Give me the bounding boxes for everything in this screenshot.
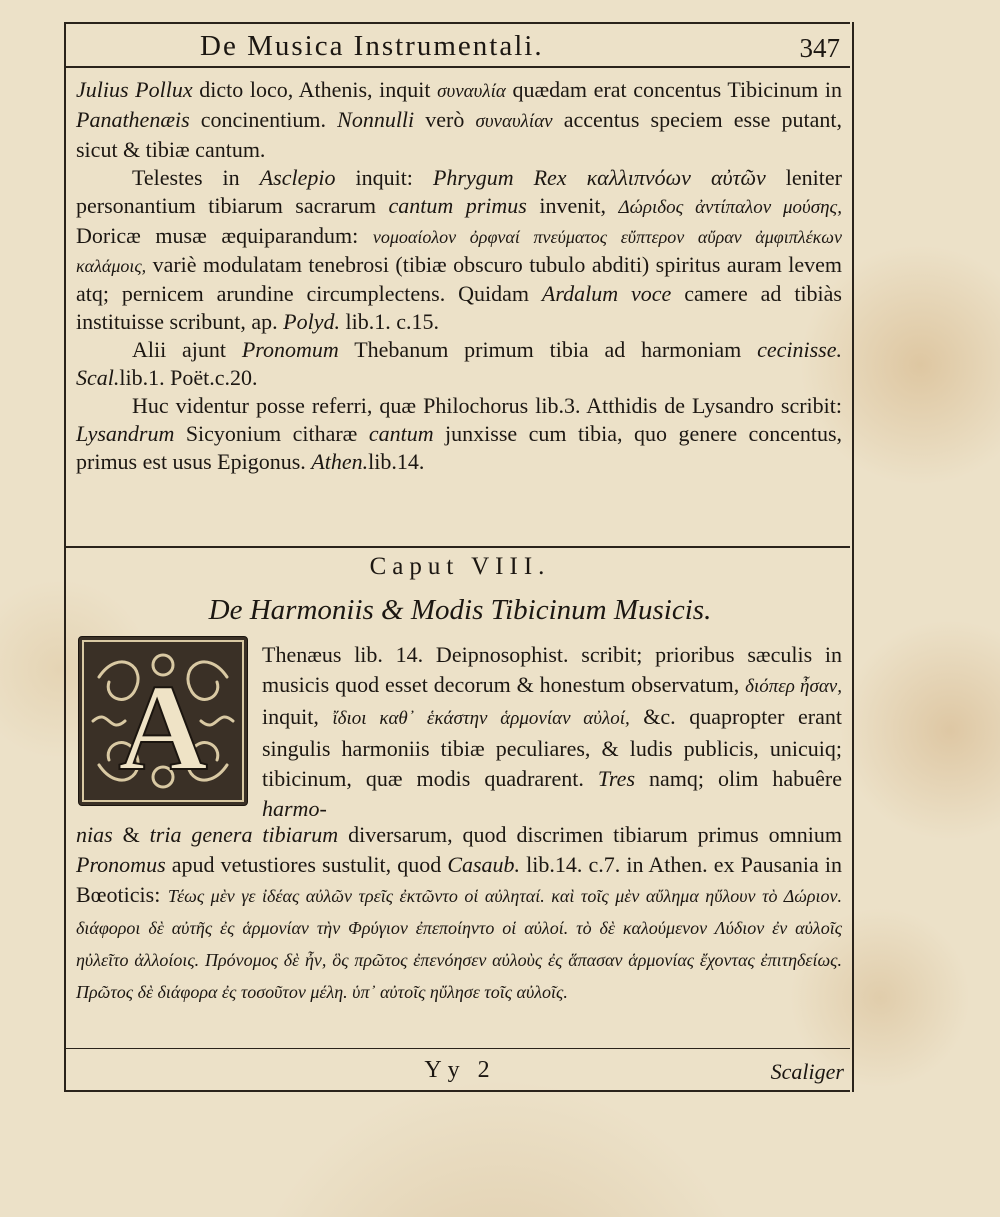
greek-passage: Τέως μὲν γε ἰδέας αὐλῶν τρεῖς ἐκτῶντο οἱ αὐληταί. καὶ τοῖς μὲν αὔλημα ηὔλουν τὸ Δώριον. διάφοροι δὲ αὐτῆς ἐς ἁρμονίαν τὴν Φρύγιον ἐπεποίηντο οἱ αὐλοί. τὸ δὲ καλούμενον Λύδιον ἐν αὐλοῖς ηὐλεῖτο ἀλλοίοις. Πρόνομος δὲ ἦν, ὃς πρῶτος ἐπενόησεν αὐλοὺς ἐς ἅπασαν ἁρμονίας ἔχοντας ἐπιτηδείως. Πρῶτος δὲ διάφορα ἐς τοσοῦτον μέλη. ὑπ᾽ αὐτοῖς ηὔλησε τοῖς αὐλοῖς.: [76, 886, 842, 1002]
greek-quote: διόπερ ἦσαν,: [745, 676, 842, 697]
signature-mark: Yy 2: [424, 1057, 496, 1083]
text: variè modulatam tenebrosi (tibiæ obscuro tubulo abditi) spiritus auram levem atq; pernicem arundine circumplectens. Quidam: [76, 252, 842, 306]
italic-term: tria genera tibiarum: [149, 822, 339, 847]
text: dicto loco, Athenis, inquit: [192, 77, 438, 102]
bottom-rule: [64, 1090, 850, 1092]
text: diversarum, quod discrimen tibiarum primus omnium: [338, 822, 842, 847]
page-number: 347: [799, 33, 840, 63]
greek-quote: νομοαίολον ὀρφναί πνεύματος εὔπτερον αὔραν ἀμφιπλέκων καλάμοις,: [76, 227, 842, 276]
chapter-rule: [64, 546, 850, 548]
text: lib.1. c.15.: [339, 309, 439, 334]
paragraph-pollux: [76, 76, 842, 164]
text: lib.14. c.7. in Athen. ex Pausania in Bœoticis:: [76, 852, 843, 907]
text: namq; olim habuêre: [635, 766, 842, 791]
greek-quote: ἴδιοι καθ᾽ ἑκάστην ἁρμονίαν αὐλοί,: [332, 708, 630, 729]
text: Thebanum primum tibia ad harmoniam: [338, 337, 758, 362]
author-name: Julius Pollux: [76, 77, 193, 102]
italic-term: Lysandrum: [76, 421, 175, 446]
chapter-continuation: [76, 820, 842, 1008]
text: Thenæus lib. 14. Deipnosophist. scribit; prioribus sæculis in musicis quod esset decorum & honestum observatum,: [262, 642, 842, 697]
text: camere ad tibiàs instituisse scribunt, ap.: [76, 281, 842, 334]
text: apud vetustiores sustulit, quod: [165, 852, 448, 877]
paragraph-philochorus: [76, 392, 842, 476]
text: accentus speciem esse putant, sicut & tibiæ cantum.: [76, 107, 842, 162]
text: &c. quapropter erant singulis harmoniis tibiæ peculiares, & ludis publicis, unicuiq; tibicinum, quæ modis quadrarent.: [262, 704, 842, 791]
footer-rule-top: [64, 1048, 850, 1049]
greek-term: συναυλίαν: [475, 111, 553, 132]
text: Doricæ musæ æquiparandum:: [76, 223, 373, 248]
text: Alii ajunt: [132, 337, 242, 362]
text: inquit,: [262, 704, 333, 729]
greek-term: συναυλία: [437, 81, 506, 102]
catchword: Scaliger: [770, 1059, 844, 1084]
section-one: [76, 76, 842, 476]
text: Telestes in: [132, 165, 260, 190]
italic-term: harmo-: [262, 796, 327, 821]
chapter-opening: [262, 640, 842, 824]
chapter-title: Caput VIII.: [369, 553, 551, 580]
text: concinentium.: [189, 107, 338, 132]
italic-term: Panathenæis: [76, 107, 190, 132]
italic-term: Pronomus: [76, 852, 166, 877]
italic-term: cantum: [368, 421, 434, 446]
text: Huc videntur posse referri, quæ Philochorus lib.3. Atthidis de Lysandro scribit:: [132, 393, 842, 418]
italic-term: cantum primus: [388, 193, 527, 218]
text: verò: [414, 107, 476, 132]
drop-cap-initial: [78, 636, 248, 806]
text: lib.14.: [368, 449, 425, 474]
italic-term: Ardalum voce: [541, 281, 672, 306]
ornament-icon: [79, 637, 247, 805]
italic-term: Nonnulli: [337, 107, 415, 132]
running-head-title: De Musica Instrumentali.: [200, 30, 544, 62]
paragraph-pronomus: [76, 336, 842, 392]
text: &: [112, 822, 150, 847]
greek-quote: Δώριδος ἀντίπαλον μούσης,: [618, 197, 842, 218]
paragraph-telestes: [76, 164, 842, 336]
top-rule: [64, 22, 850, 24]
text: lib.1. Poët.c.20.: [119, 365, 258, 390]
chapter-subtitle: De Harmoniis & Modis Tibicinum Musicis.: [208, 594, 712, 626]
text: invenit,: [526, 193, 619, 218]
text: junxisse cum tibia, quo genere concentus, primus est usus Epigonus.: [76, 421, 843, 474]
italic-term: Asclepio: [259, 165, 336, 190]
drop-cap-letter: A: [118, 659, 208, 796]
citation: cecinisse. Scal.: [76, 337, 842, 390]
text: leniter personantium tibiarum sacrarum: [76, 165, 842, 218]
italic-term: Tres: [597, 766, 635, 791]
text: Sicyonium citharæ: [174, 421, 369, 446]
greek-quote: Phrygum Rex καλλιπνόων αὐτῶν: [432, 165, 766, 190]
citation: Casaub.: [447, 852, 521, 877]
citation: Polyd.: [283, 309, 340, 334]
citation: Athen.: [311, 449, 369, 474]
italic-term: nias: [76, 822, 113, 847]
italic-term: Pronomum: [241, 337, 339, 362]
text: quædam erat concentus Tibicinum in: [505, 77, 842, 102]
head-rule: [64, 66, 850, 68]
text: inquit:: [335, 165, 433, 190]
